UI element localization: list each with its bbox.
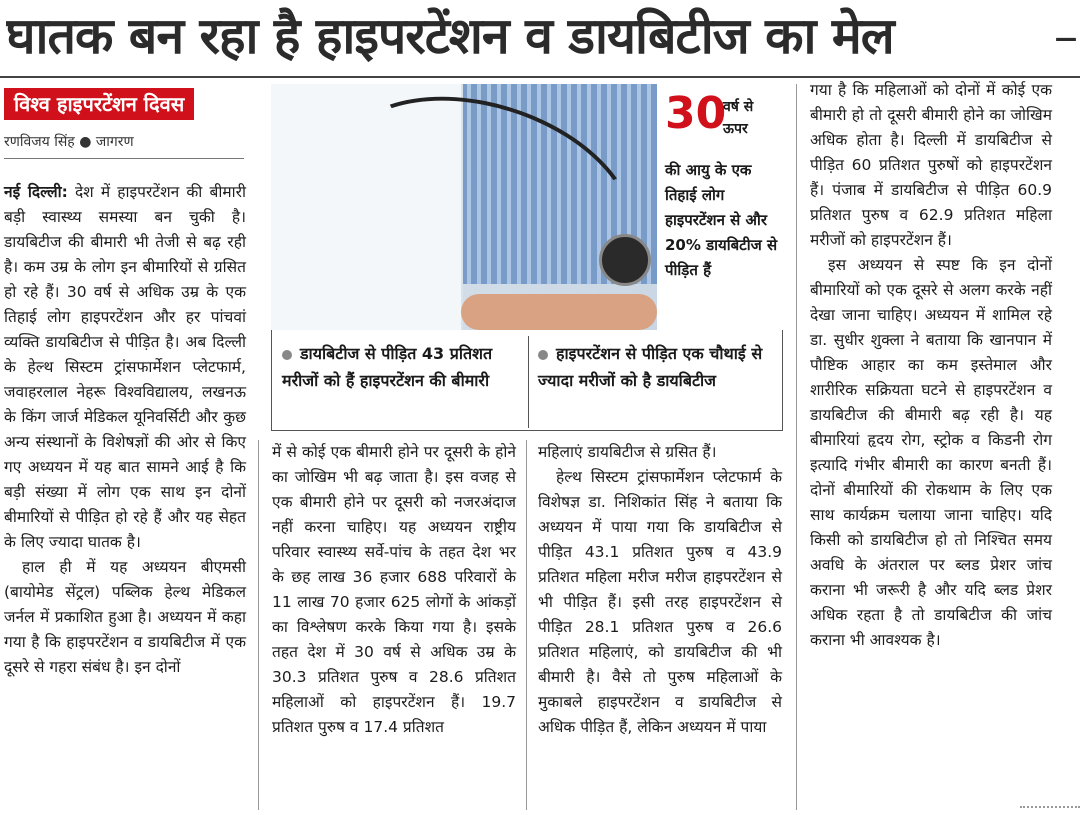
stat-number-suffix: वर्ष से ऊपर	[723, 99, 754, 137]
callout-text: डायबिटीज से पीड़ित 43 प्रतिशत मरीजों को हैं हाइपरटेंशन की बीमारी	[282, 344, 493, 390]
callout-1	[282, 340, 518, 394]
stat-text: की आयु के एक तिहाई लोग हाइपरटेंशन से और 20% डायबिटीज से पीड़ित हैं	[665, 161, 778, 279]
paragraph: हाल ही में यह अध्ययन बीएमसी (बायोमेड सेंट्रल) पब्लिक हेल्थ मेडिकल जर्नल में प्रकाशित हुआ है। अध्ययन में कहा गया है कि हाइपरटेंशन व डायबिटीज में एक दूसरे से गहरा संबंध है। इन दोनों	[4, 558, 246, 676]
callout-2	[538, 340, 774, 394]
column-rule	[258, 440, 259, 810]
adjacent-article-fragment: –	[1054, 8, 1078, 64]
column-rule	[526, 440, 527, 810]
article-column-3	[538, 440, 782, 740]
publication-name: जागरण	[95, 134, 134, 150]
section-kicker: विश्व हाइपरटेंशन दिवस	[4, 88, 194, 120]
photo-bp-gauge	[599, 234, 651, 286]
blood-pressure-photo	[271, 84, 657, 330]
paragraph: में से कोई एक बीमारी होने पर दूसरी के होने का जोखिम भी बढ़ जाता है। इस वजह से एक बीमारी होने पर दूसरी को नजरअंदाज नहीं करना चाहिए। यह अध्ययन राष्ट्रीय परिवार स्वास्थ्य सर्वे-पांच के तहत देश भर के छह लाख 36 हजार 688 परिवारों के 11 लाख 70 हजार 625 लोगों के आंकड़ों का विश्लेषण करके किया गया है। इसके तहत देश में 30 वर्ष से अधिक उम्र के 30.3 प्रतिशत पुरुष व 28.6 प्रतिशत महिलाओं को हाइपरटेंशन हैं। 19.7 प्रतिशत पुरुष व 17.4 प्रतिशत	[272, 443, 516, 736]
column-rule	[796, 84, 797, 810]
paragraph: गया है कि महिलाओं को दोनों में कोई एक बीमारी हो तो दूसरी बीमारी होने का जोखिम अधिक होता है। दिल्ली में डायबिटीज से पीड़ित 60 प्रतिशत पुरुषों को हाइपरटेंशन हैं। पंजाब में डायबिटीज से पीड़ित 60.9 प्रतिशत पुरुष व 62.9 प्रतिशत महिला मरीजों को हाइपरटेंशन हैं।	[810, 81, 1052, 249]
byline	[4, 132, 134, 151]
stat-box	[657, 84, 781, 330]
paragraph: हेल्थ सिस्टम ट्रांसफार्मेशन प्लेटफार्म के विशेषज्ञ डा. निशिकांत सिंह ने बताया कि अध्ययन में पाया गया कि डायबिटीज से पीड़ित 43.1 प्रतिशत पुरुष व 43.9 प्रतिशत महिला मरीज मरीज हाइपरटेंशन से भी पीड़ित हैं। इसी तरह हाइपरटेंशन से पीड़ित 28.1 प्रतिशत पुरुष व 26.6 प्रतिशत महिलाएं, को डायबिटीज की भी बीमारी है। वैसे तो पुरुष महिलाओं के मुकाबले हाइपरटेंशन व डायबिटीज से अधिक पीड़ित हैं, लेकिन अध्ययन में पाया	[538, 468, 782, 736]
paragraph	[4, 180, 246, 555]
dateline: नई दिल्ली:	[4, 183, 68, 201]
article-column-1	[4, 180, 246, 680]
photo-patient-arm	[461, 294, 657, 330]
article-column-2	[272, 440, 516, 740]
callout-text: हाइपरटेंशन से पीड़ित एक चौथाई से ज्यादा मरीजों को है डायबिटीज	[538, 344, 763, 390]
bullet-icon	[538, 350, 548, 360]
paragraph: इस अध्ययन से स्पष्ट कि इन दोनों बीमारियों को एक दूसरे से अलग करके नहीं देखा जाना चाहिए। अध्ययन में शामिल रहे डा. सुधीर शुक्ला ने बताया कि खानपान में पौष्टिक आहार का कम इस्तेमाल और शारीरिक सक्रियता घटने से हाइपरटेंशन व डायबिटीज की बीमारी बढ़ रही है। यह बीमारियां हृदय रोग, स्ट्रोक व किडनी रोग इत्यादि गंभीर बीमारी का कारण बनती हैं। दोनों बीमारियों की रोकथाम के लिए एक साथ कार्यक्रम चलाया जाना चाहिए। यदि किसी को डायबिटीज हो तो निश्चित समय अवधि के अंतराल पर ब्लड प्रेशर जांच कराना भी जरूरी है और यदि ब्लड प्रेशर अधिक रहता है तो डायबिटीज की जांच कराना भी आवश्यक है।	[810, 256, 1052, 649]
bullet-icon	[282, 350, 292, 360]
headline: घातक बन रहा है हाइपरटेंशन व डायबिटीज का मेल	[6, 6, 894, 65]
paragraph-text: देश में हाइपरटेंशन की बीमारी बड़ी स्वास्थ्य समस्या बन चुकी है। डायबिटीज की बीमारी भी तेजी से बढ़ रही है। कम उम्र के लोग इन बीमारियों से ग्रसित हो रहे हैं। 30 वर्ष से अधिक उम्र के एक तिहाई लोग हाइपरटेंशन और हर पांचवां व्यक्ति डायबिटीज से पीड़ित है। अब दिल्ली के हेल्थ सिस्टम ट्रांसफार्मेशन प्लेटफार्म, जवाहरलाल नेहरू विश्वविद्यालय, लखनऊ के किंग जार्ज मेडिकल यूनिवर्सिटी और कुछ अन्य संस्थानों के विशेषज्ञों की ओर से किए गए अध्ययन में यह बात सामने आई है कि बड़ी संख्या में लोग एक साथ इन दोनों बीमारियों से पीड़ित हो रहे हैं और यह सेहत के लिए ज्यादा घातक है।	[4, 183, 246, 551]
byline-rule	[4, 158, 244, 159]
byline-separator: ●	[79, 134, 92, 150]
paragraph: महिलाएं डायबिटीज से ग्रसित हैं।	[538, 443, 717, 461]
callout-divider	[528, 336, 529, 428]
stat-number: 30	[665, 88, 727, 139]
article-column-4	[810, 78, 1052, 653]
page-edge-dots	[1020, 806, 1080, 808]
author-name: रणविजय सिंह	[4, 134, 75, 150]
